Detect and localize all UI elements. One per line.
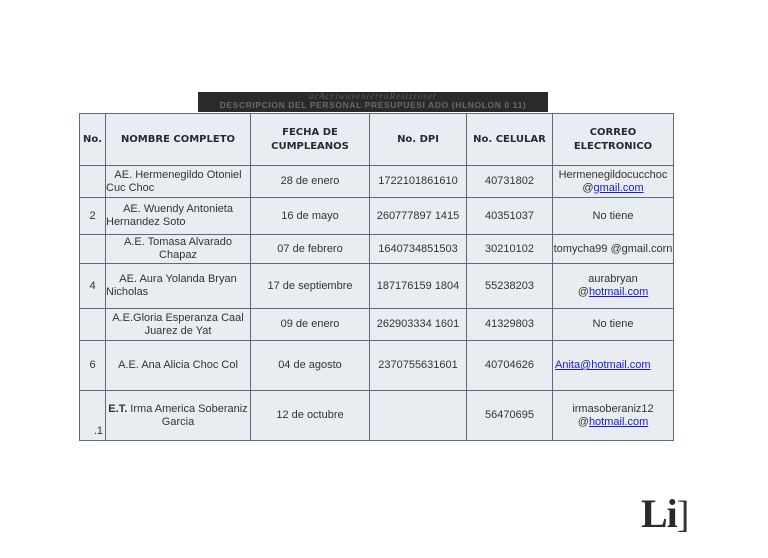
- cell-number: 56470695: [467, 391, 553, 441]
- full-name: Irma America Soberaniz Garcia: [127, 402, 248, 428]
- email-cell: [553, 166, 674, 198]
- column-header-email: CORREO ELECTRONICO: [553, 114, 674, 166]
- dpi-number: 1722101861610: [370, 166, 467, 198]
- table-title-banner: [198, 92, 548, 112]
- email-link[interactable]: gmail.com: [593, 181, 644, 194]
- banner-line-1: ucAcriwaventerraRestzroser: [308, 92, 438, 101]
- cell-number: 30210102: [467, 235, 553, 264]
- cell-number: 55238203: [467, 264, 553, 309]
- brand-logo: [641, 491, 689, 536]
- dpi-number: 1640734851503: [370, 235, 467, 264]
- birthday: 17 de septiembre: [251, 264, 370, 309]
- birthday: 16 de mayo: [251, 198, 370, 235]
- email-text: Hermenegildocucchoc @: [558, 168, 668, 194]
- personnel-table: [79, 113, 674, 441]
- dpi-number: [370, 391, 467, 441]
- email-cell: [553, 391, 674, 441]
- cell-number: 40731802: [467, 166, 553, 198]
- banner-line-2: DESCRIPCION DEL PERSONAL PRESUPUESI ADO (HLNOLON 0 11): [219, 100, 527, 110]
- full-name: AE. Hermenegildo Otoniel Cuc Choc: [106, 166, 251, 198]
- table-row: [80, 391, 674, 441]
- column-header-name: NOMBRE COMPLETO: [106, 114, 251, 166]
- full-name: AE. Wuendy Antonieta Hernandez Soto: [106, 198, 251, 235]
- logo-letters: Li: [641, 491, 677, 536]
- row-number: [80, 166, 106, 198]
- dpi-number: 187176159 1804: [370, 264, 467, 309]
- birthday: 07 de febrero: [251, 235, 370, 264]
- table-row: [80, 264, 674, 309]
- column-header-no: No.: [80, 114, 106, 166]
- table-row: [80, 341, 674, 391]
- email-text: No tiene: [553, 198, 674, 235]
- column-header-birthday: FECHA DE CUMPLEANOS: [251, 114, 370, 166]
- table-row: [80, 235, 674, 264]
- column-header-dpi: No. DPI: [370, 114, 467, 166]
- table-header-row: [80, 114, 674, 166]
- birthday: 09 de enero: [251, 309, 370, 341]
- dpi-number: 260777897 1415: [370, 198, 467, 235]
- table-row: [80, 198, 674, 235]
- email-link[interactable]: hotmail.com: [588, 415, 649, 428]
- logo-bracket: ]: [676, 494, 689, 536]
- full-name: A.E.Gloria Esperanza Caal Juarez de Yat: [106, 309, 251, 341]
- row-number: [80, 309, 106, 341]
- dpi-number: 2370755631601: [370, 341, 467, 391]
- birthday: 04 de agosto: [251, 341, 370, 391]
- row-number: .1: [80, 391, 106, 441]
- full-name: A.E. Tomasa Alvarado Chapaz: [106, 235, 251, 264]
- email-cell: [553, 341, 674, 391]
- full-name-cell: [106, 391, 251, 441]
- email-cell: [553, 264, 674, 309]
- full-name: A.E. Ana Alicia Choc Col: [106, 341, 251, 391]
- full-name: AE. Aura Yolanda Bryan Nicholas: [106, 264, 251, 309]
- column-header-cell: No. CELULAR: [467, 114, 553, 166]
- cell-number: 41329803: [467, 309, 553, 341]
- row-number: 4: [80, 264, 106, 309]
- row-number: 2: [80, 198, 106, 235]
- email-text: irmasoberaniz12 @: [572, 402, 654, 428]
- email-text: No tiene: [553, 309, 674, 341]
- birthday: 12 de octubre: [251, 391, 370, 441]
- row-number: 6: [80, 341, 106, 391]
- email-text: tomycha99 @gmail.corn: [553, 235, 674, 264]
- name-prefix: E.T.: [108, 402, 128, 415]
- dpi-number: 262903334 1601: [370, 309, 467, 341]
- email-text: aurabryan @: [577, 273, 638, 298]
- email-link[interactable]: hotmail.com: [588, 286, 649, 298]
- birthday: 28 de enero: [251, 166, 370, 198]
- cell-number: 40351037: [467, 198, 553, 235]
- table-row: [80, 309, 674, 341]
- row-number: [80, 235, 106, 264]
- cell-number: 40704626: [467, 341, 553, 391]
- table-row: [80, 166, 674, 198]
- email-link[interactable]: Anita@hotmail.com: [555, 359, 651, 371]
